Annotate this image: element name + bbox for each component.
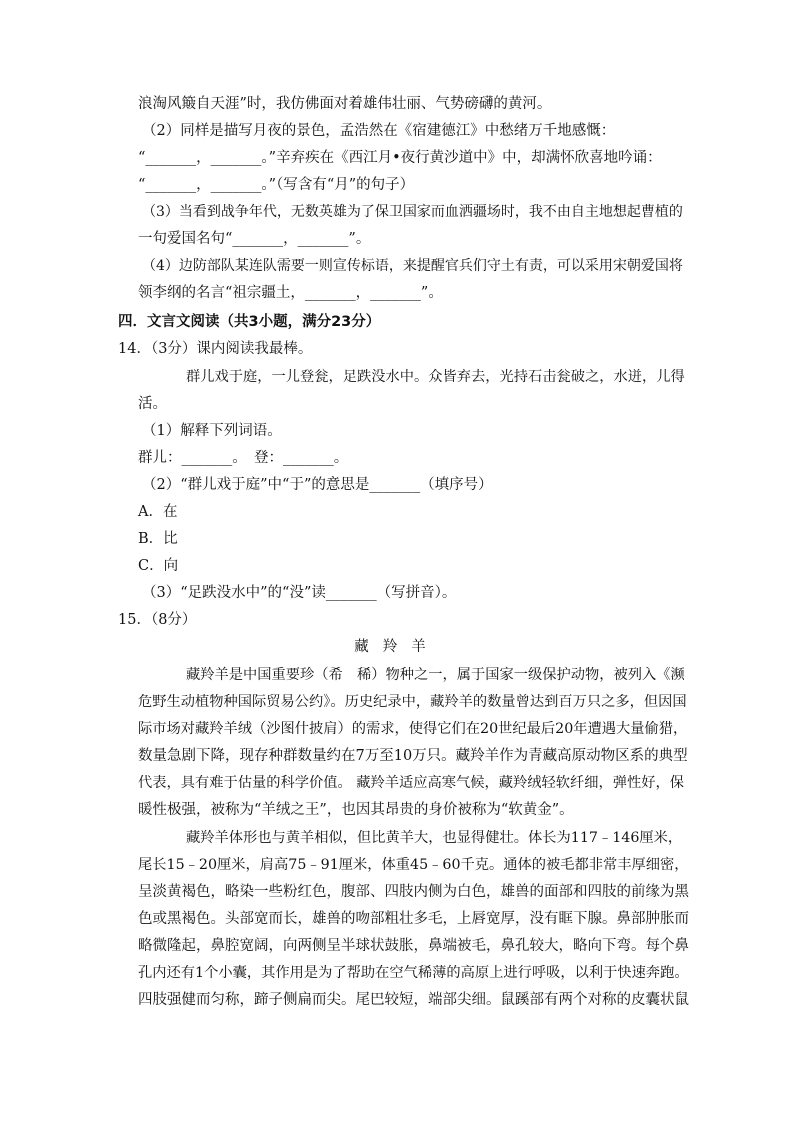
article-p2-line-6: 孔内还有1个小囊，其作用是为了帮助在空气稀薄的高原上进行呼吸，以利于快速奔跑。: [138, 965, 689, 981]
section-heading: 四．文言文阅读（共3小题，满分23分）: [118, 314, 381, 330]
poem-question-4-blanks: 领李纲的名言“祖宗疆土，_______，_______”。: [138, 285, 443, 301]
q14-sub-1-items: 群儿：_______。 登：_______。: [138, 450, 349, 466]
article-title: 藏羚羊: [354, 639, 440, 655]
article-p2-line-2: 尾长15﹣20厘米，肩高75﹣91厘米，体重45﹣60千克。通体的被毛都非常丰厚细密，: [138, 857, 689, 873]
article-p2-line-7: 四肢强健而匀称，蹄子侧扁而尖。尾巴较短，端部尖细。鼠蹊部有两个对称的皮囊状鼠: [138, 992, 689, 1008]
q14-title: 14．（3分）课内阅读我最棒。: [118, 341, 313, 357]
q14-option-a: A．在: [138, 504, 178, 520]
article-p1-line-1: 藏羚羊是中国重要珍（希 稀）物种之一，属于国家一级保护动物，被列入《濒: [186, 667, 685, 683]
article-p1-line-5: 代表，具有难于估量的科学价值。 藏羚羊适应高寒气候，藏羚绒轻软纤细，弹性好，保: [138, 775, 685, 791]
poem-question-2: （2）同样是描写月夜的景色，孟浩然在《宿建德江》中愁绪万千地感慨：: [142, 123, 616, 139]
article-p1-line-6: 暖性极强，被称为“羊绒之王”，也因其昂贵的身价被称为“软黄金”。: [138, 802, 574, 818]
article-p1-line-2: 危野生动植物种国际贸易公约》。历史纪录中，藏羚羊的数量曾达到百万只之多，但因国: [138, 694, 687, 710]
q15-title: 15．（8分）: [118, 612, 197, 628]
q14-sub-2: （2）“群儿戏于庭”中“于”的意思是_______（填序号）: [142, 477, 493, 493]
q14-passage-line-2: 活。: [138, 396, 167, 412]
poem-question-2-blanks-1: “_______，_______。”辛弃疾在《西江月•夜行黄沙道中》中，却满怀欣喜地吟诵：: [138, 150, 662, 166]
poem-question-3: （3）当看到战争年代，无数英雄为了保卫国家而血洒疆场时，我不由自主地想起曹植的: [142, 204, 683, 220]
poem-question-2-blanks-2: “_______，_______。”（写含有“月”的句子）: [138, 177, 415, 193]
q14-passage-line-1: 群儿戏于庭，一儿登瓮，足跌没水中。众皆弃去，光持石击瓮破之，水迸，儿得: [186, 369, 685, 385]
article-p2-line-5: 略微隆起，鼻腔宽阔，向两侧呈半球状鼓胀，鼻端被毛，鼻孔较大，略向下弯。每个鼻: [138, 938, 689, 954]
poem-line-1: 浪淘风簸自天涯”时，我仿佛面对着雄伟壮丽、气势磅礴的黄河。: [138, 96, 552, 112]
poem-question-4: （4）边防部队某连队需要一则宣传标语，来提醒官兵们守土有责，可以采用宋朝爱国将: [142, 258, 683, 274]
article-p1-line-4: 数量急剧下降，现存种群数量约在7万至10万只。藏羚羊作为青藏高原动物区系的典型: [138, 748, 688, 764]
article-p1-line-3: 际市场对藏羚羊绒（沙图什披肩）的需求，使得它们在20世纪最后20年遭遇大量偷猎，: [138, 721, 688, 737]
article-p2-line-3: 呈淡黄褐色，略染一些粉红色，腹部、四肢内侧为白色，雄兽的面部和四肢的前缘为黑: [138, 884, 689, 900]
q14-sub-1: （1）解释下列词语。: [142, 423, 282, 439]
q14-sub-3: （3）“足跌没水中”的“没”读_______（写拼音）。: [142, 585, 457, 601]
q14-option-b: B．比: [138, 531, 178, 547]
article-p2-line-1: 藏羚羊体形也与黄羊相似，但比黄羊大，也显得健壮。体长为117﹣146厘米，: [186, 830, 683, 846]
poem-question-3-blanks: 一句爱国名句“_______，_______”。: [138, 231, 371, 247]
q14-option-c: C．向: [138, 558, 179, 574]
article-p2-line-4: 色或黑褐色。头部宽而长，雄兽的吻部粗壮多毛，上唇宽厚，没有眶下腺。鼻部肿胀而: [138, 911, 689, 927]
